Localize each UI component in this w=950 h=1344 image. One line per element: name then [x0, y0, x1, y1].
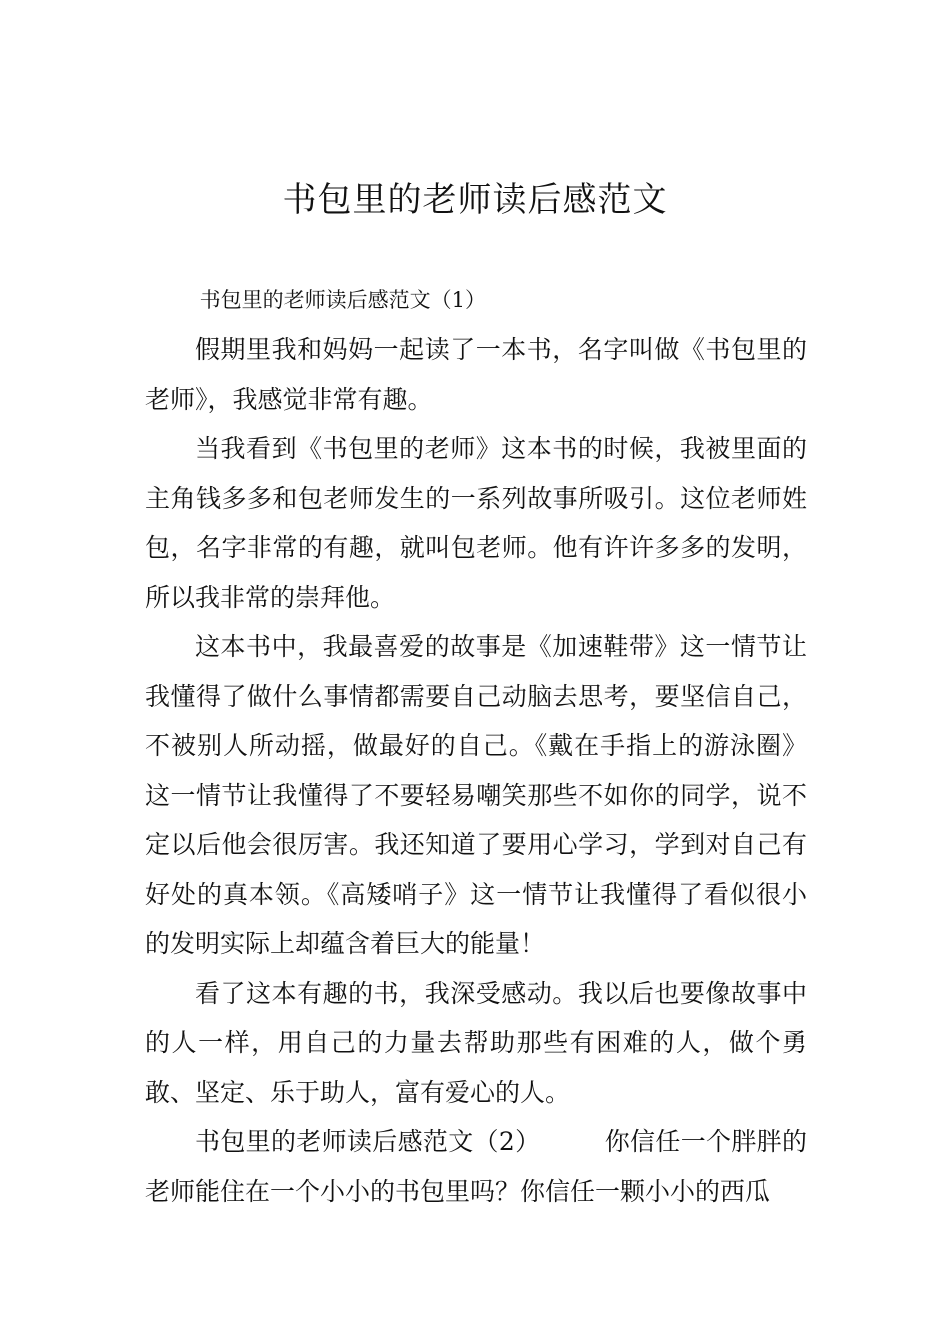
paragraph-3: 这本书中，我最喜爱的故事是《加速鞋带》这一情节让我懂得了做什么事情都需要自己动脑去思考，要坚信自己，不被别人所动摇，做最好的自己。《戴在手指上的游泳圈》这一情节让我懂得了不要轻易嘲笑那些不如你的同学，说不定以后他会很厉害。我还知道了要用心学习，学到对自己有好处的真本领。《高矮哨子》这一情节让我懂得了看似很小的发明实际上却蕴含着巨大的能量！: [145, 632, 807, 958]
section-1-heading: 书包里的老师读后感范文（1）: [199, 288, 486, 312]
paragraph-4: 看了这本有趣的书，我深受感动。我以后也要像故事中的人一样，用自己的力量去帮助那些有困难的人，做个勇敢、坚定、乐于助人，富有爱心的人。: [145, 978, 807, 1107]
section-2-text: 你信任一个胖胖的老师能住在一个小小的书包里吗？你信任一颗小小的西瓜: [145, 1127, 807, 1206]
document-title: 书包里的老师读后感范文: [282, 180, 668, 220]
paragraph-2: 当我看到《书包里的老师》这本书的时候，我被里面的主角钱多多和包老师发生的一系列故事所吸引。这位老师姓包，名字非常的有趣，就叫包老师。他有许许多多的发明，所以我非常的崇拜他。: [145, 434, 807, 612]
section-2-paragraph: [145, 1117, 807, 1216]
paragraph-1: 假期里我和妈妈一起读了一本书，名字叫做《书包里的老师》，我感觉非常有趣。: [145, 335, 807, 414]
section-2-heading: 书包里的老师读后感范文（2）: [195, 1127, 541, 1156]
document-body: [145, 280, 807, 1216]
